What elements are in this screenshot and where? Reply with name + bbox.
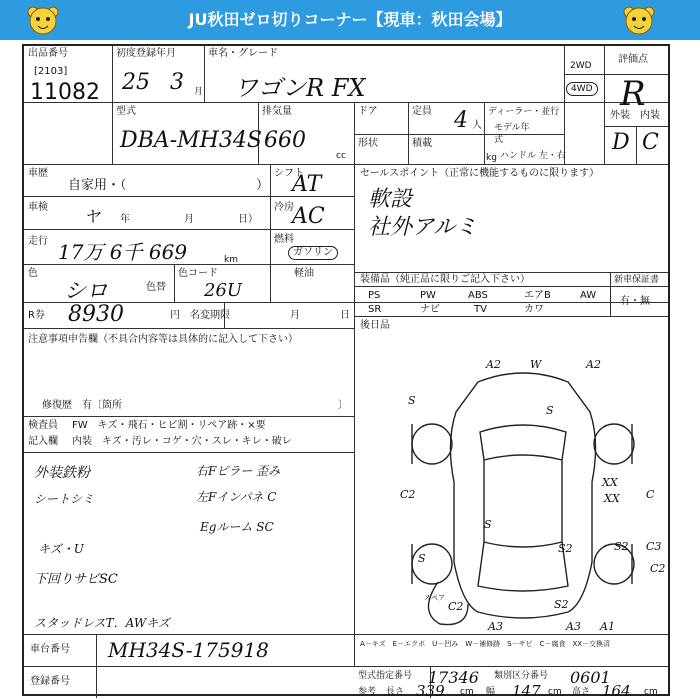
equip-sr: SR: [368, 304, 382, 315]
recorder-label: 記入欄: [28, 436, 58, 447]
remark-right-3: Egルーム SC: [200, 520, 274, 534]
repair-close: 〕: [338, 400, 348, 411]
color-code-label: 色コード: [178, 268, 218, 279]
car-name-label: 車名・グレード: [208, 48, 278, 59]
drive-2wd: 2WD: [570, 61, 592, 71]
remark-5: スタッドレスT．AWキズ: [34, 616, 170, 630]
class-number: 0601: [570, 668, 611, 687]
mark-c3: C3: [646, 540, 662, 553]
lot-number: 11082: [30, 80, 100, 105]
rating-label: 評価点: [618, 54, 648, 65]
mark-xx-2: XX: [604, 492, 620, 505]
color-code: 26U: [204, 280, 243, 301]
inspector-label: 検査員: [28, 420, 58, 431]
mark-s-body-left: S: [484, 518, 492, 531]
width-label: 幅: [486, 687, 496, 697]
registration-label: 登録番号: [30, 676, 70, 687]
mascot-bear-icon: [26, 4, 60, 36]
lot-number-label: 出品番号: [28, 48, 68, 59]
equip-airbag: エアB: [524, 290, 551, 301]
ref-label: 参考: [358, 687, 377, 697]
month-unit-2: 月: [184, 214, 194, 225]
history-close: ）: [256, 178, 270, 193]
expiry-month: 月: [290, 310, 300, 321]
equip-ps: PS: [368, 290, 381, 301]
month-unit: 月: [194, 87, 204, 97]
class-label: 類別区分番号: [494, 671, 549, 681]
mark-s-left-low: S: [418, 552, 426, 565]
mark-s-roof: S: [546, 404, 554, 417]
yen-unit: 円: [170, 310, 180, 321]
shift-label: シフト: [274, 168, 304, 179]
car-damage-diagram: [378, 342, 668, 632]
payload-label: 積載: [412, 138, 432, 149]
length-unit: cm: [460, 687, 474, 697]
recycle-label: R券: [28, 310, 45, 321]
interior-label: 内装: [640, 110, 660, 121]
kg-unit: kg: [486, 153, 497, 163]
width: 147: [512, 682, 541, 700]
spare-label: スペア: [424, 594, 445, 602]
warranty-yes-no: 有・無: [620, 296, 650, 307]
first-registration-label: 初度登録年月: [116, 48, 176, 59]
mark-xx-1: XX: [602, 476, 618, 489]
shift: AT: [292, 172, 322, 197]
handle-label: ハンドル 左・右: [500, 151, 566, 161]
mark-c2-left: C2: [400, 488, 416, 501]
check-row-2: 内装 キズ・汚レ・コゲ・穴・スレ・キレ・破レ: [72, 436, 292, 447]
year-unit: 年: [120, 214, 130, 225]
remark-right-1: 右Fピラー 歪み: [196, 464, 281, 478]
mark-a1: A1: [600, 620, 615, 632]
equip-leather: カワ: [524, 304, 544, 315]
height-label: 高さ: [572, 687, 591, 697]
equip-navi: ナビ: [420, 304, 440, 315]
rating: R: [620, 74, 646, 114]
mark-c2-right: C2: [650, 562, 666, 575]
mark-a2-left: A2: [486, 358, 501, 371]
remark-1: 外装鉄粉: [34, 465, 90, 481]
day-unit: 日）: [238, 214, 258, 225]
exterior-label: 外装: [610, 110, 630, 121]
interior-grade: C: [642, 130, 659, 155]
inspection-value: ヤ: [84, 207, 101, 226]
mark-a3-right: A3: [566, 620, 581, 632]
mileage: 17万 6千 669: [58, 240, 188, 264]
mileage-label: 走行: [28, 236, 48, 247]
mark-a2-right: A2: [586, 358, 601, 371]
door-label: ドア: [358, 106, 378, 117]
check-row-1: FW キズ・飛石・ヒビ割・リペア跡・×要: [72, 420, 266, 431]
width-unit: cm: [548, 687, 562, 697]
equipment-label: 装備品（純正品に限りご記入下さい）: [360, 274, 530, 285]
equip-aw: AW: [580, 290, 597, 301]
aircon: AC: [292, 204, 325, 229]
sales-point-1: 軟設: [368, 187, 413, 212]
recycle: 8930: [68, 302, 124, 327]
registration-year: 25: [122, 70, 150, 95]
sales-point-2: 社外アルミ: [368, 215, 478, 240]
equip-pw: PW: [420, 290, 436, 301]
model: DBA-MH34S: [120, 128, 262, 153]
expiry-day: 日: [340, 310, 350, 321]
capacity: 4: [454, 108, 468, 133]
chassis-label: 車台番号: [30, 644, 70, 655]
new-car-warranty-label: 新車保証書: [614, 275, 660, 285]
repair-label: 修復歴 有〔箇所: [42, 400, 122, 411]
equip-tv: TV: [474, 304, 487, 315]
mark-s2-low: S2: [554, 598, 569, 611]
dealer-label: ディーラー・並行: [488, 107, 560, 117]
cc-unit: cc: [336, 151, 346, 161]
remark-2: シートシミ: [34, 492, 95, 506]
fuel-gasoline: ガソリン: [288, 246, 338, 260]
remark-right-2: 左Fインパネ C: [196, 490, 277, 504]
history: 自家用・（: [68, 178, 127, 193]
type-cert-label: 型式指定番号: [358, 671, 413, 681]
mark-w-top: W: [530, 358, 542, 371]
inspection-label: 車検: [28, 202, 48, 213]
mark-c-right: C: [646, 488, 655, 501]
expiry-label: 名変期限: [190, 310, 230, 321]
equip-abs: ABS: [468, 290, 488, 301]
chassis-number: MH34S-175918: [108, 638, 269, 662]
mark-s2-right: S2: [614, 540, 629, 553]
remark-4: 下回りサビSC: [34, 572, 118, 587]
km-unit: km: [224, 255, 238, 265]
type-cert-number: 17346: [428, 668, 479, 687]
lot-code: [2103]: [34, 66, 68, 77]
shape-label: 形状: [358, 138, 378, 149]
displacement: 660: [264, 128, 306, 153]
car-name: ワゴンR FX: [234, 74, 366, 102]
mark-s2-center: S2: [558, 542, 573, 555]
notes-label: 注意事項申告欄（不具合内容等は具体的に記入して下さい）: [28, 334, 298, 345]
mark-c2-bottom: C2: [448, 600, 464, 613]
retrofit-label: 後日品: [360, 320, 390, 331]
model-label: 型式: [116, 106, 136, 117]
auction-sheet: [22, 44, 670, 700]
aircon-label: 冷房: [274, 202, 294, 213]
sales-point-label: セールスポイント（正常に機能するものに限ります）: [360, 168, 600, 179]
length: 339: [416, 682, 445, 700]
history-label: 車歴: [28, 168, 48, 179]
exterior-grade: D: [612, 130, 630, 155]
mascot-bear-icon: [622, 4, 656, 36]
color-swap-label: 色替: [146, 282, 166, 293]
fuel-label: 燃料: [274, 234, 294, 245]
page-title: JU秋田ゼロ切りコーナー【現車：秋田会場】: [188, 10, 512, 29]
damage-legend: A－キズ E－エクボ U－凹み W－補修跡 S－サビ C－腐食 XX－交換済: [360, 640, 611, 648]
fuel-diesel: 軽油: [294, 268, 314, 279]
drive-4wd: 4WD: [566, 82, 598, 96]
person-unit: 人: [472, 120, 482, 131]
color: シロ: [64, 279, 109, 304]
mark-s-left-top: S: [408, 394, 416, 407]
displacement-label: 排気量: [262, 106, 292, 117]
model-year-label: モデル年式: [494, 123, 530, 145]
length-label: 長さ: [386, 687, 405, 697]
height: 164: [602, 682, 631, 700]
remark-3: キズ・U: [38, 542, 84, 556]
capacity-label: 定員: [412, 106, 432, 117]
registration-month: 3: [170, 70, 184, 95]
height-unit: cm: [644, 687, 658, 697]
color-label: 色: [28, 268, 38, 279]
mark-a3-left: A3: [488, 620, 503, 632]
